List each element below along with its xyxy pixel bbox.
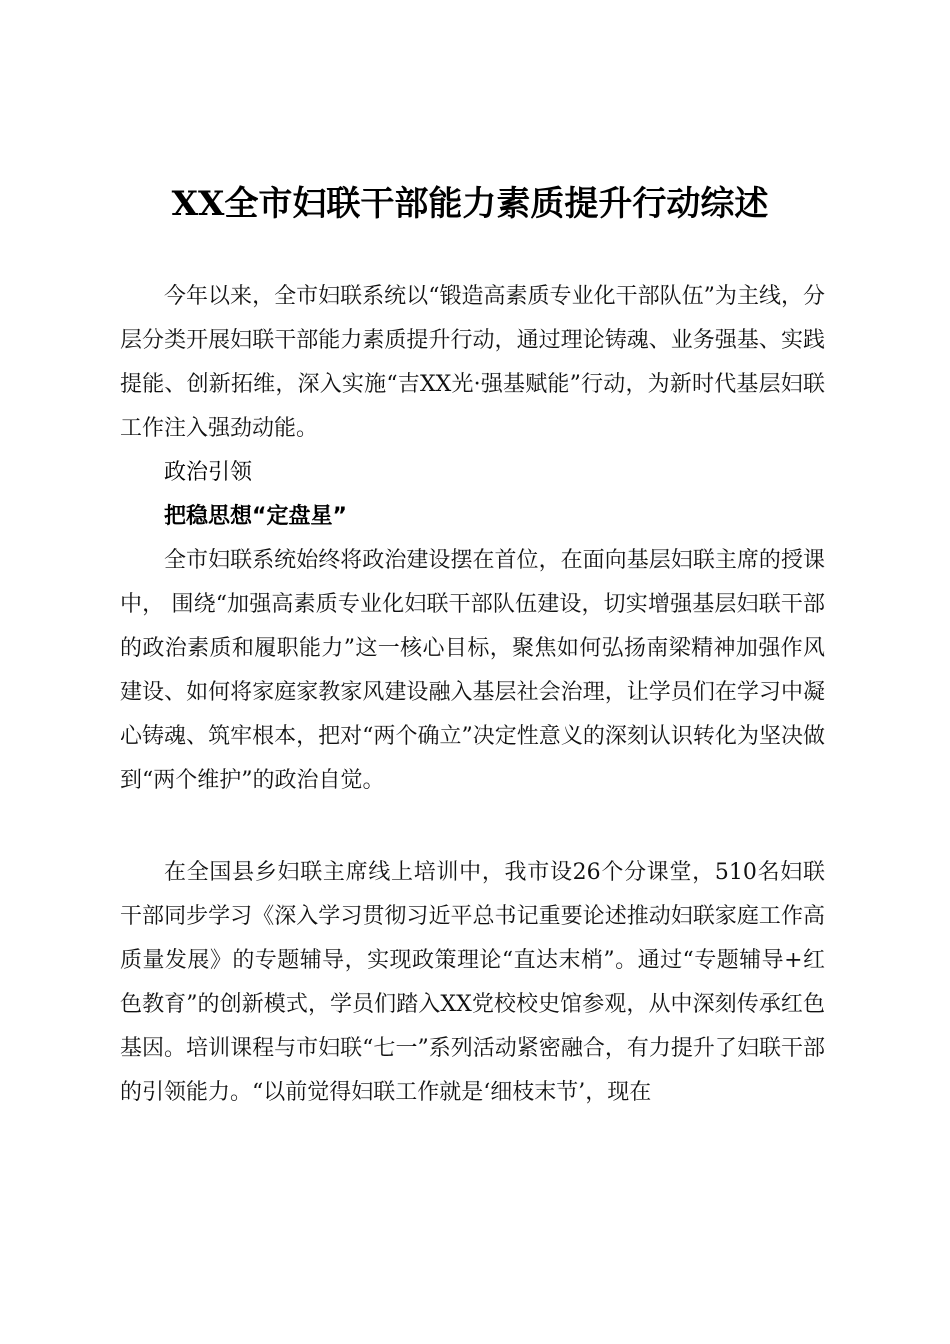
document-title: XX全市妇联干部能力素质提升行动综述 (171, 184, 769, 224)
body-paragraph-1: 全市妇联系统始终将政治建设摆在首位，在面向基层妇联主席的授课中， 围绕“加强高素质专业化妇联干部队伍建设，切实增强基层妇联干部的政治素质和履职能力”这一核心目标，聚焦如何弘扬南梁精神加强作风建设、如何将家庭家教家风建设融入基层社会治理，让学员们在学习中凝心铸魂、筑牢根本，把对“两个确立”决定性意义的深刻认识转化为坚决做到“两个维护”的政治自觉。 (120, 548, 825, 793)
section-subheading: 把稳思想“定盘星” (164, 504, 347, 529)
body-paragraph-2: 在全国县乡妇联主席线上培训中，我市设26个分课堂，510名妇联干部同步学习《深入学习贯彻习近平总书记重要论述推动妇联家庭工作高质量发展》的专题辅导，实现政策理论“直达末梢”。通过“专题辅导+红色教育”的创新模式，学员们踏入XX党校校史馆参观，从中深刻传承红色基因。培训课程与市妇联“七一”系列活动紧密融合，有力提升了妇联干部的引领能力。“以前觉得妇联工作就是‘细枝末节’，现在 (120, 860, 825, 1105)
intro-paragraph: 今年以来，全市妇联系统以“锻造高素质专业化干部队伍”为主线，分层分类开展妇联干部能力素质提升行动，通过理论铸魂、业务强基、实践提能、创新拓维，深入实施“吉XX光·强基赋能”行动，为新时代基层妇联工作注入强劲动能。 (120, 284, 825, 441)
section-heading: 政治引领 (164, 460, 253, 485)
